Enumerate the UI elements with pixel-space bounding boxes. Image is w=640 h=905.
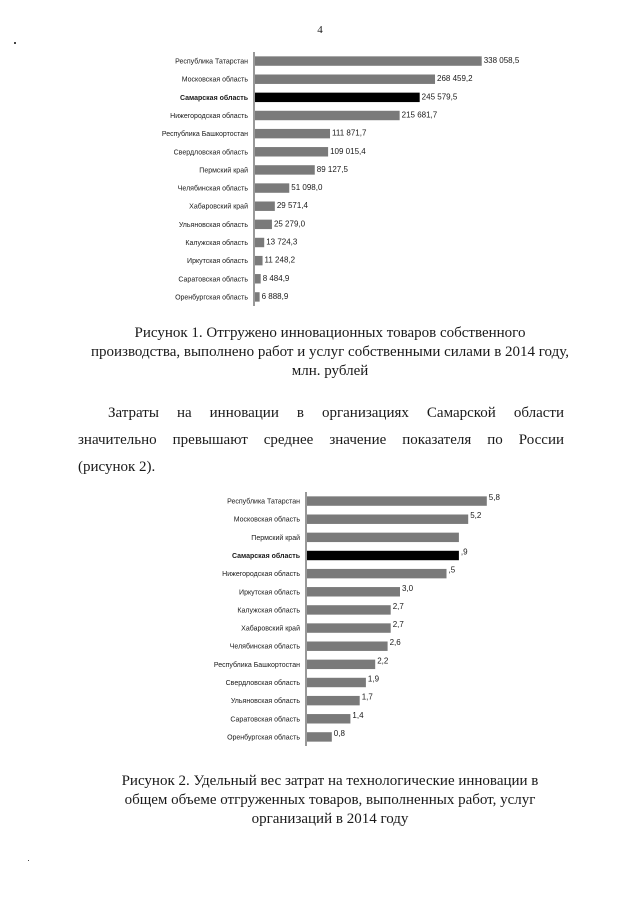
fig1-value-label: 6 888,9 [261,291,289,301]
fig1-value-label: 268 459,2 [437,74,473,84]
fig1-bar [255,220,272,229]
fig1-category-label: Ульяновская область [178,221,248,229]
fig1-category-label: Калужская область [185,240,248,247]
fig2-category-label: Самарская область [232,553,300,560]
figure2-caption-line: общем объеме отгруженных товаров, выполненных работ, услуг [124,792,536,808]
fig1-value-label: 29 571,4 [276,201,308,211]
fig1-category-label: Оренбургская область [175,294,248,302]
page-number: 4 [317,24,323,36]
fig1-bar [255,129,330,138]
fig1-category-label: Хабаровский край [189,203,248,211]
fig1-bar [255,56,482,65]
fig1-category-label: Иркутская область [187,258,248,266]
fig2-value-label: 5,2 [470,511,482,521]
fig2-value-label: 2,7 [392,620,404,630]
fig1-value-label: 13 724,3 [266,237,298,247]
paragraph-line: (рисунок 2). [78,459,156,475]
fig1-bar [255,201,275,210]
fig2-bar [307,696,360,705]
figure1-bar-chart [90,52,560,306]
fig2-bar [307,660,375,669]
fig1-category-label: Самарская область [180,94,248,102]
figure2-chart-svg [130,492,540,746]
fig2-bar [307,732,332,741]
fig2-category-label: Московская область [233,516,300,524]
fig2-category-label: Калужская область [237,607,300,615]
fig2-value-label: 2,7 [392,601,404,611]
fig1-category-label: Челябинская область [177,185,248,193]
figure2-bar-chart [130,492,540,746]
fig2-category-label: Республика Татарстан [227,498,300,506]
fig2-bar [307,714,350,723]
figure1-caption-line: Рисунок 1. Отгружено инновационных товаров собственного [134,325,526,341]
fig1-bar [255,183,289,192]
fig1-bar [255,147,328,156]
fig1-bar [255,238,264,247]
fig1-category-label: Пермский край [199,167,248,175]
fig2-bar [307,605,391,614]
fig2-bar [307,533,459,542]
fig1-bar [255,74,435,83]
fig2-value-label: 3,0 [402,583,414,593]
fig1-bar [255,274,261,283]
fig1-bar [255,93,420,102]
margin-mark [28,860,29,861]
fig1-bar [255,165,315,174]
fig1-bar [255,111,400,120]
fig1-value-label: 245 579,5 [421,92,458,102]
fig2-bar [307,623,391,632]
fig2-category-label: Хабаровский край [241,625,300,633]
fig1-value-label: 111 871,7 [332,128,367,138]
fig1-category-label: Московская область [181,76,248,84]
fig2-value-label: 2,6 [389,638,401,648]
figure1-caption-line: млн. рублей [291,363,369,379]
fig1-bar [255,256,263,265]
fig1-value-label: 89 127,5 [316,164,348,174]
fig1-bar [255,292,260,301]
fig2-category-label: Саратовская область [230,716,300,724]
fig2-category-label: Оренбургская область [227,734,300,742]
fig1-category-label: Республика Татарстан [175,58,248,66]
fig2-bar [307,641,388,650]
fig2-bar [307,551,459,560]
fig1-category-label: Свердловская область [173,149,248,157]
fig2-category-label: Иркутская область [239,589,300,597]
fig2-bar [307,569,447,578]
fig1-value-label: 109 015,4 [330,146,366,156]
paragraph-line: Затраты на инновации в организациях Самарской области [108,405,564,421]
fig2-category-label: Челябинская область [229,643,300,651]
paragraph-line: значительно превышают среднее значение показателя по России [78,432,564,448]
figure2-caption [90,772,570,829]
fig2-value-label: 1,4 [352,710,364,720]
fig1-value-label: 25 279,0 [273,219,306,229]
fig1-value-label: 338 058,5 [483,56,520,66]
fig2-value-label: 5,8 [488,493,500,503]
fig2-category-label: Свердловская область [225,680,300,687]
fig1-value-label: 8 484,9 [262,273,290,283]
figure1-caption-line: производства, выполнено работ и услуг собственными силами в 2014 году, [90,344,570,360]
body-paragraph [78,400,564,481]
fig2-value-label: 1,7 [361,692,373,702]
fig2-value-label: ,5 [448,565,456,575]
fig2-bar [307,678,366,687]
fig2-value-label: 2,2 [377,656,389,666]
fig2-value-label: 0,8 [333,728,345,738]
margin-mark [14,42,16,44]
figure2-caption-line: организаций в 2014 году [251,811,409,827]
figure1-chart-svg [90,52,560,306]
figure2-caption-line: Рисунок 2. Удельный вес затрат на технологические инновации в [121,773,539,789]
fig1-category-label: Нижегородская область [170,113,248,120]
fig2-category-label: Нижегородская область [222,571,300,579]
fig1-value-label: 11 248,2 [264,255,296,265]
fig2-category-label: Республика Башкортостан [213,661,300,669]
fig2-value-label: ,9 [460,547,468,557]
fig2-bar [307,496,487,505]
figure1-caption [90,324,570,381]
fig2-category-label: Пермский край [251,534,300,542]
fig2-bar [307,587,400,596]
fig1-value-label: 51 098,0 [291,183,323,193]
fig1-category-label: Республика Башкортостан [161,131,248,139]
fig2-category-label: Ульяновская область [230,698,300,706]
fig2-value-label: 1,9 [367,674,380,684]
fig1-category-label: Саратовская область [178,276,248,284]
fig1-value-label: 215 681,7 [401,110,438,120]
fig2-bar [307,514,468,523]
